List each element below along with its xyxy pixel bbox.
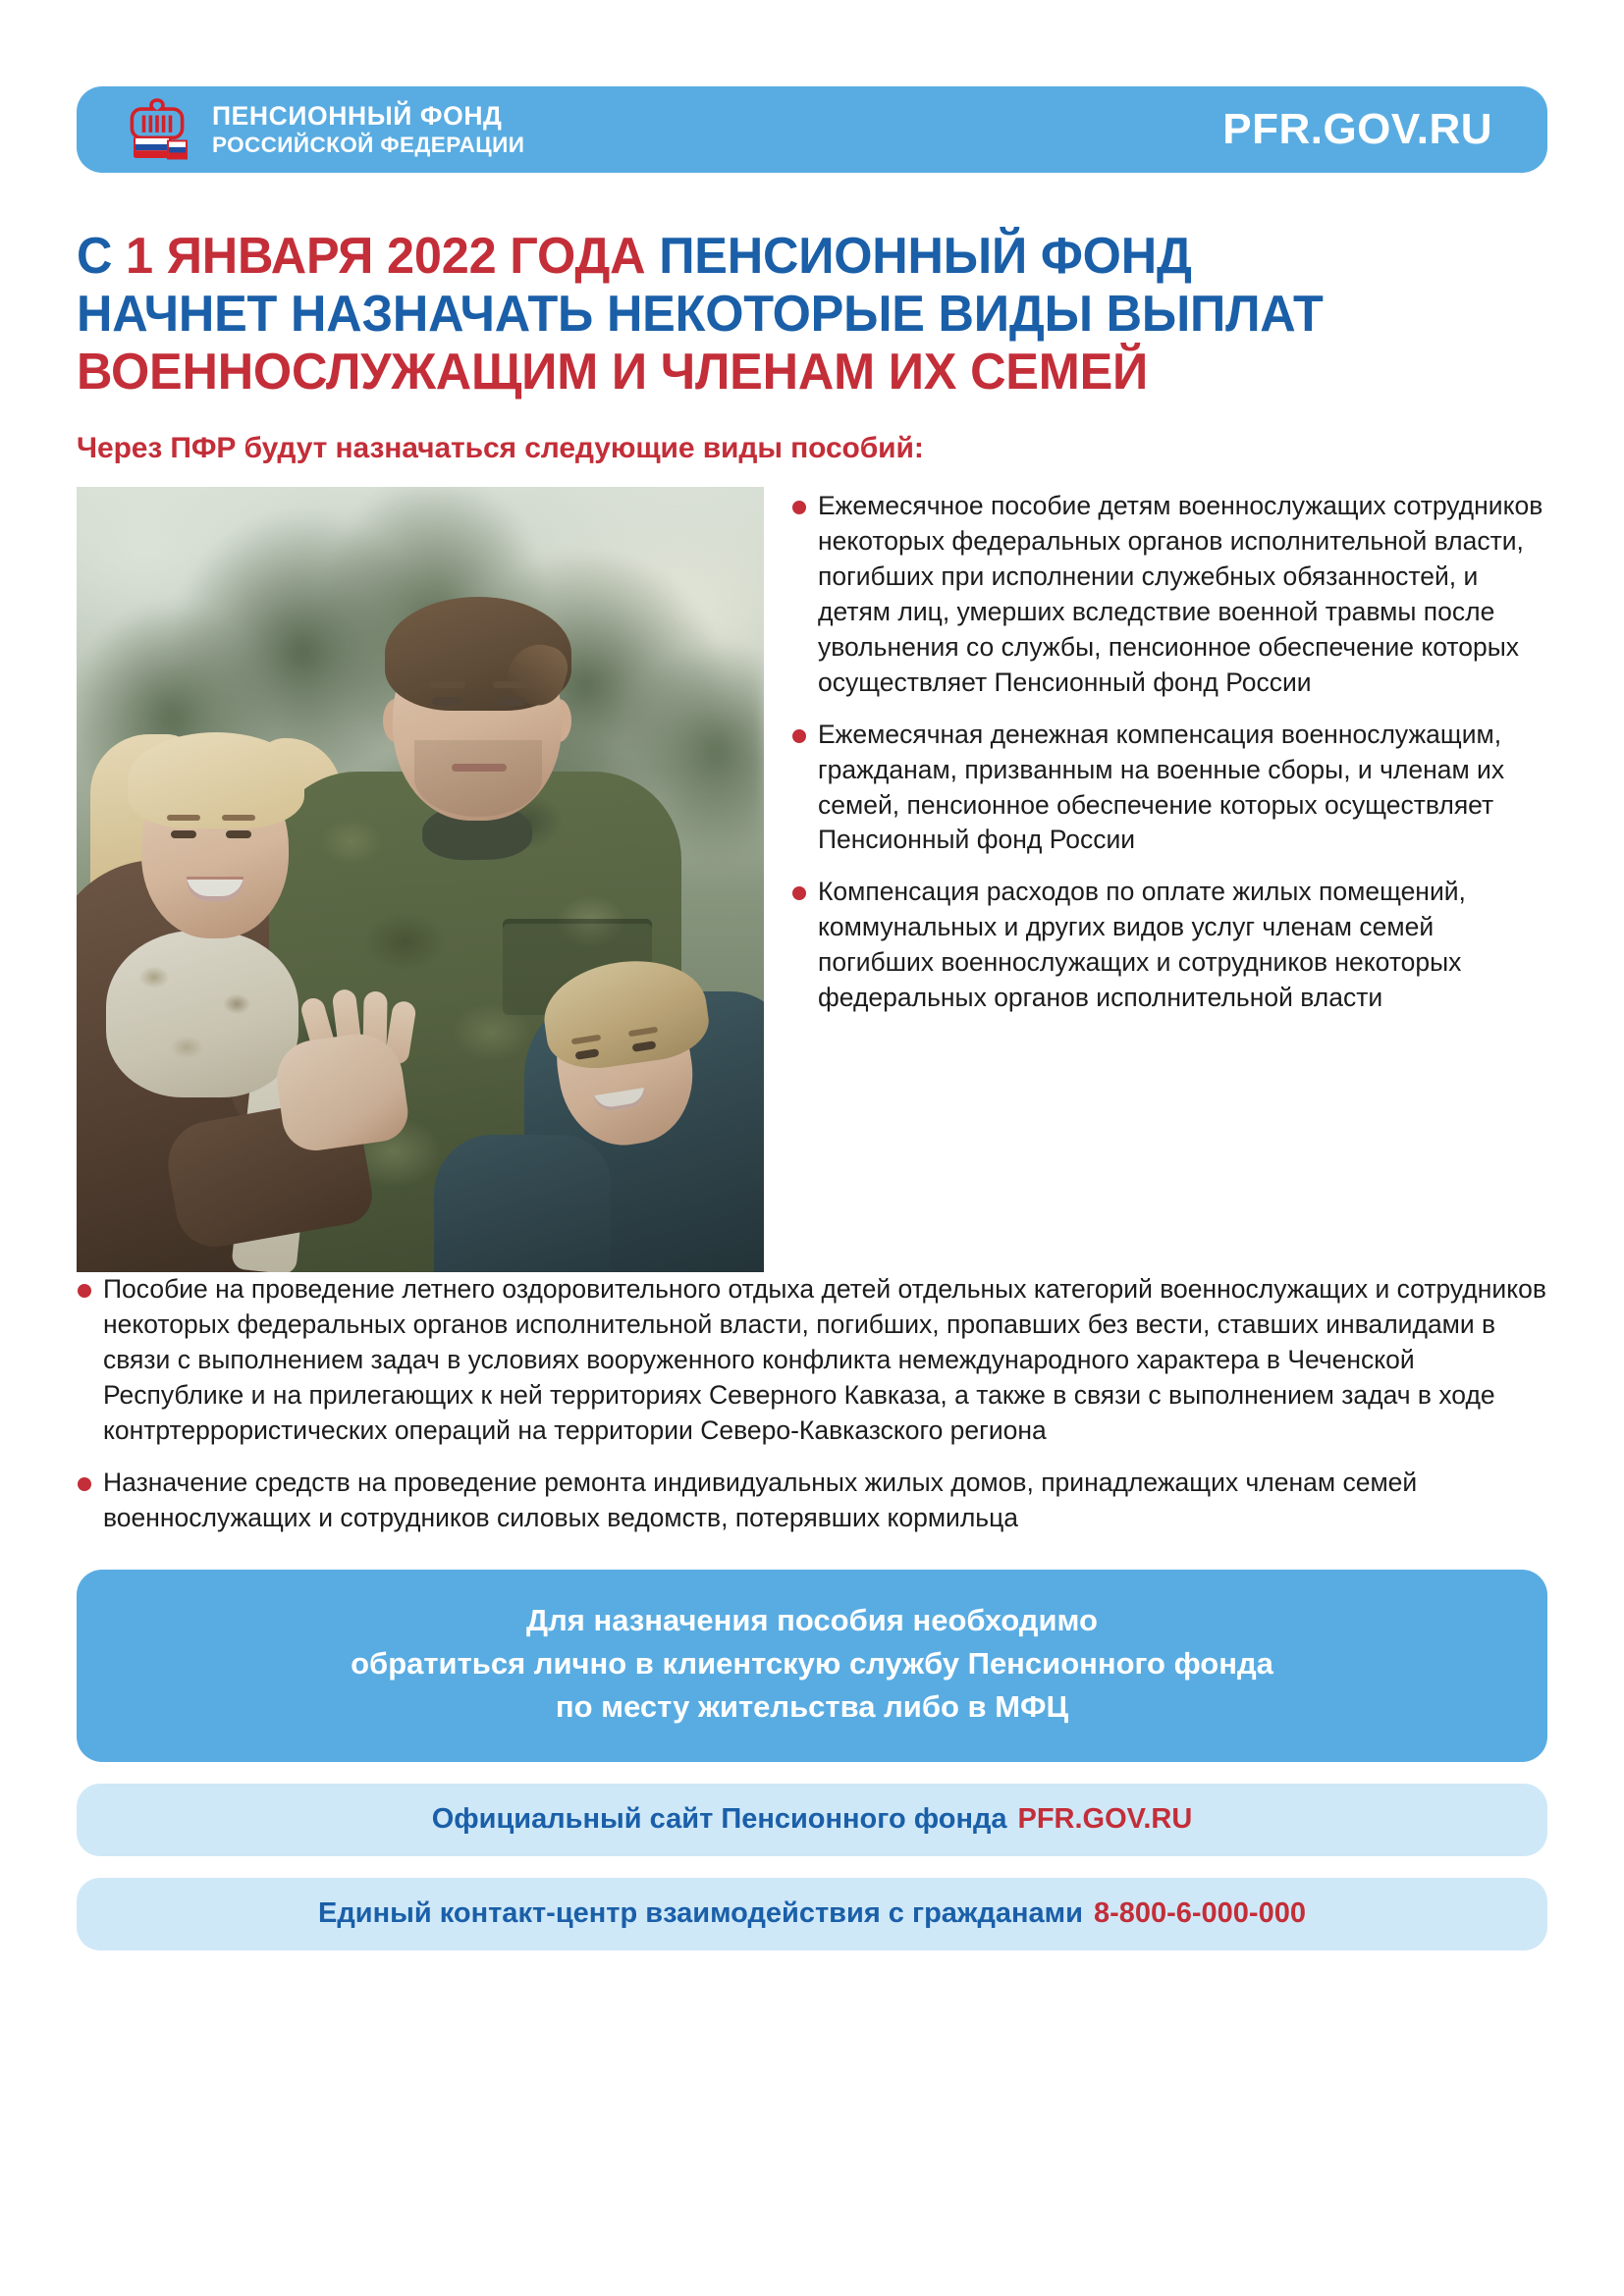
page-title [77, 228, 1503, 400]
cta-line-2: обратиться лично в клиентскую службу Пенсионного фонда [351, 1645, 1273, 1681]
woman-hand [272, 1029, 411, 1155]
headline-prefix: С [77, 228, 113, 285]
contact-center-bar[interactable] [77, 1878, 1547, 1950]
benefits-column [791, 487, 1547, 1016]
brand-line-1: ПЕНСИОННЫЙ ФОНД [212, 101, 503, 131]
soldier-eye-left [432, 697, 461, 706]
family-photo [77, 487, 764, 1272]
woman-brow-right [222, 815, 255, 821]
contact-center-phone[interactable]: 8-800-6-000-000 [1093, 1897, 1306, 1930]
pfr-emblem-icon [122, 93, 194, 166]
headline-line-1 [77, 228, 1503, 286]
header-site-url[interactable]: PFR.GOV.RU [1222, 105, 1492, 153]
cta-line-3: по месту жительства либо в МФЦ [555, 1688, 1069, 1724]
soldier-eye-right [497, 697, 526, 706]
list-item: Ежемесячная денежная компенсация военнослужащим, гражданам, призванным на военные сборы, и членам их семей, пенсионное обеспечение которых осуществляет Пенсионный фонд России [791, 718, 1547, 859]
list-item: Ежемесячное пособие детям военнослужащих сотрудников некоторых федеральных органов исполнительной власти, погибших при исполнении служебных обязанностей, и детям лиц, умерших вследствие военной травмы после увольнения со службы, пенсионное обеспечение которых осуществляет Пенсионный фонд России [791, 489, 1547, 700]
woman-hair-top [128, 732, 304, 828]
benefits-list-right [791, 489, 1547, 1016]
list-item: Назначение средств на проведение ремонта индивидуальных жилых домов, принадлежащих членам семей военнослужащих и сотрудников силовых ведомств, потерявших кормильца [77, 1466, 1547, 1536]
soldier-jaw [414, 740, 542, 817]
brand-text [212, 103, 524, 156]
benefits-list-wide [77, 1272, 1547, 1535]
contact-center-label: Единый контакт-центр взаимодействия с гражданами [318, 1897, 1083, 1930]
main-columns [77, 487, 1547, 1272]
headline-date: 1 ЯНВАРЯ 2022 ГОДА [126, 228, 646, 285]
subtitle: Через ПФР будут назначаться следующие виды пособий: [77, 432, 924, 465]
official-site-url[interactable]: PFR.GOV.RU [1017, 1803, 1193, 1836]
headline-line-3: ВОЕННОСЛУЖАЩИМ И ЧЛЕНАМ ИХ СЕМЕЙ [77, 343, 1149, 400]
brand-block [122, 93, 524, 166]
woman-brow-left [167, 815, 200, 821]
headline-line-2: НАЧНЕТ НАЗНАЧАТЬ НЕКОТОРЫЕ ВИДЫ ВЫПЛАТ [77, 285, 1324, 343]
list-item: Компенсация расходов по оплате жилых помещений, коммунальных и других видов услуг членам семей погибших военнослужащих и сотрудников некоторых федеральных органов исполнительной власти [791, 875, 1547, 1016]
headline-suffix: ПЕНСИОННЫЙ ФОНД [659, 228, 1192, 285]
official-site-bar[interactable] [77, 1784, 1547, 1856]
woman-scarf [106, 931, 298, 1097]
soldier-brow-right [493, 681, 530, 688]
list-item: Пособие на проведение летнего оздоровительного отдыха детей отдельных категорий военнослужащих и сотрудников некоторых федеральных органов исполнительной власти, погибших, пропавших без вести, ставших инвалидами в связи с выполнением задач в условиях вооруженного конфликта немеждународного характера в Чеченской Республике и на прилегающих к ней территориях Северного Кавказа, а также в связи с выполнением задач в ходе контртеррористических операций на территории Северо-Кавказского региона [77, 1272, 1547, 1449]
call-to-action-box [77, 1570, 1547, 1762]
woman-eye-right [226, 830, 251, 838]
header-bar [77, 86, 1547, 173]
brand-line-2: РОССИЙСКОЙ ФЕДЕРАЦИИ [212, 132, 525, 157]
soldier-brow-left [428, 681, 465, 688]
official-site-label: Официальный сайт Пенсионного фонда [431, 1803, 1007, 1836]
soldier-hair [385, 597, 571, 711]
woman-eye-left [171, 830, 196, 838]
soldier-mouth [452, 764, 507, 772]
cta-line-1: Для назначения пособия необходимо [526, 1602, 1098, 1637]
